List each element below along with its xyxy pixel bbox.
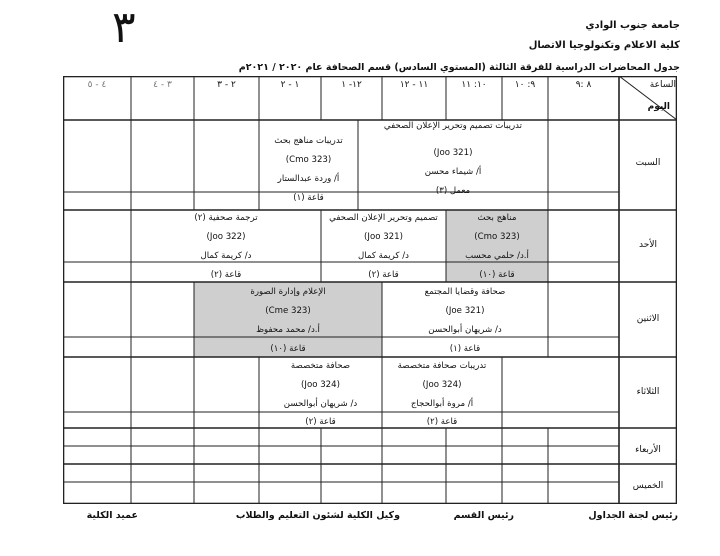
time-col-2: ٩: ١٠ (514, 80, 536, 90)
course-code: (Joo 324) (301, 380, 340, 390)
course-teacher: د/ كريمة كمال (358, 251, 409, 261)
day-wednesday: الأربعاء (635, 445, 661, 455)
course-room: قاعة (١) (449, 344, 481, 354)
corner-time-label: الساعة (649, 80, 676, 90)
sig-committee-head: رئيس لجنة الجداول (588, 510, 678, 521)
time-col-9: ٤ - ٥ (87, 80, 107, 90)
course-name: ترجمة صحفية (٢) (194, 213, 258, 223)
course-code: (Joo 321) (364, 232, 403, 242)
course-room: قاعة (٢) (305, 417, 336, 427)
session-sat-2 (259, 132, 358, 208)
day-sunday: الأحد (639, 240, 657, 250)
course-teacher: أ.د/ محمد محفوظ (256, 325, 320, 335)
sig-dept-head: رئيس القسم (453, 510, 514, 521)
corner-day-label: اليوم (647, 102, 670, 112)
course-name: مناهج بحث (477, 213, 517, 223)
time-col-7: ٢ - ٣ (217, 80, 236, 90)
course-teacher: أ/ شيماء محسن (424, 167, 482, 177)
course-name: صحافة متخصصة (290, 361, 351, 371)
sig-dean: عميد الكلية (86, 510, 138, 521)
day-thursday: الخميس (632, 481, 664, 491)
course-room: قاعة (١) (293, 193, 324, 203)
course-code: (Joo 321) (433, 148, 473, 158)
course-name: تدريبات تصميم وتحرير الإعلان الصحفي (383, 121, 523, 131)
course-room: قاعة (١٠) (479, 270, 515, 280)
day-tuesday: الثلاثاء (636, 387, 660, 397)
course-name: تصميم وتحرير الإعلان الصحفي (329, 213, 438, 223)
session-sat-1 (358, 120, 548, 201)
course-teacher: د/ شريهان أبوالحسن (428, 325, 502, 335)
day-saturday: السبت (635, 158, 661, 168)
course-name: الإعلام وإدارة الصورة (250, 287, 326, 297)
time-col-5: ١٢- ١ (341, 80, 362, 90)
course-code: (Joo 322) (206, 232, 246, 242)
session-mon-2 (194, 283, 382, 359)
time-col-3: ١٠: ١١ (461, 80, 487, 90)
time-col-6: ١ - ٢ (280, 80, 300, 90)
time-col-4: ١١ - ١٢ (399, 80, 429, 90)
time-col-1: ٨ :٩ (575, 80, 592, 90)
session-tue-1 (382, 357, 502, 430)
session-sun-3 (131, 209, 321, 285)
course-room: قاعة (١٠) (270, 344, 306, 354)
session-sun-2 (321, 209, 446, 285)
course-teacher: د/ شريهان أبوالحسن (283, 399, 358, 409)
course-room: قاعة (٢) (210, 270, 242, 280)
course-code: (Joe 321) (445, 306, 485, 316)
session-sun-1 (446, 209, 548, 285)
session-tue-2 (259, 357, 382, 430)
course-teacher: د/ كريمة كمال (200, 251, 252, 261)
page-number: ٣ (112, 2, 136, 53)
course-code: (Cmo 323) (474, 232, 520, 242)
course-teacher: أ/ مروة أبوالحجاج (410, 399, 474, 409)
course-room: معمل (٣) (435, 186, 471, 196)
time-col-8: ٣ - ٤ (153, 80, 172, 90)
day-monday: الاثنين (636, 314, 660, 324)
course-code: (Cmo 323) (285, 155, 332, 165)
university-name: جامعة جنوب الوادي (585, 20, 680, 31)
course-teacher: أ/ وردة عبدالستار (277, 174, 340, 184)
course-name: صحافة وقضايا المجتمع (424, 287, 506, 297)
course-name: تدريبات صحافة متخصصة (397, 361, 487, 371)
faculty-name: كلية الاعلام وتكنولوجيا الاتصال (528, 40, 680, 51)
session-mon-1 (382, 283, 548, 359)
schedule-title: جدول المحاضرات الدراسية للفرقة الثالثة (المستوي السادس) قسم الصحافة عام ٢٠٢٠ / ٢٠٢١م (238, 62, 680, 73)
course-code: (Joo 324) (422, 380, 462, 390)
course-name: تدريبات مناهج بحث (274, 136, 343, 146)
course-room: قاعة (٢) (368, 270, 399, 280)
course-code: (Cme 323) (265, 306, 311, 316)
course-room: قاعة (٢) (426, 417, 458, 427)
course-teacher: أ.د/ حلمي محسب (465, 251, 529, 261)
sig-vice-dean: وكيل الكلية لشئون التعليم والطلاب (235, 510, 400, 521)
